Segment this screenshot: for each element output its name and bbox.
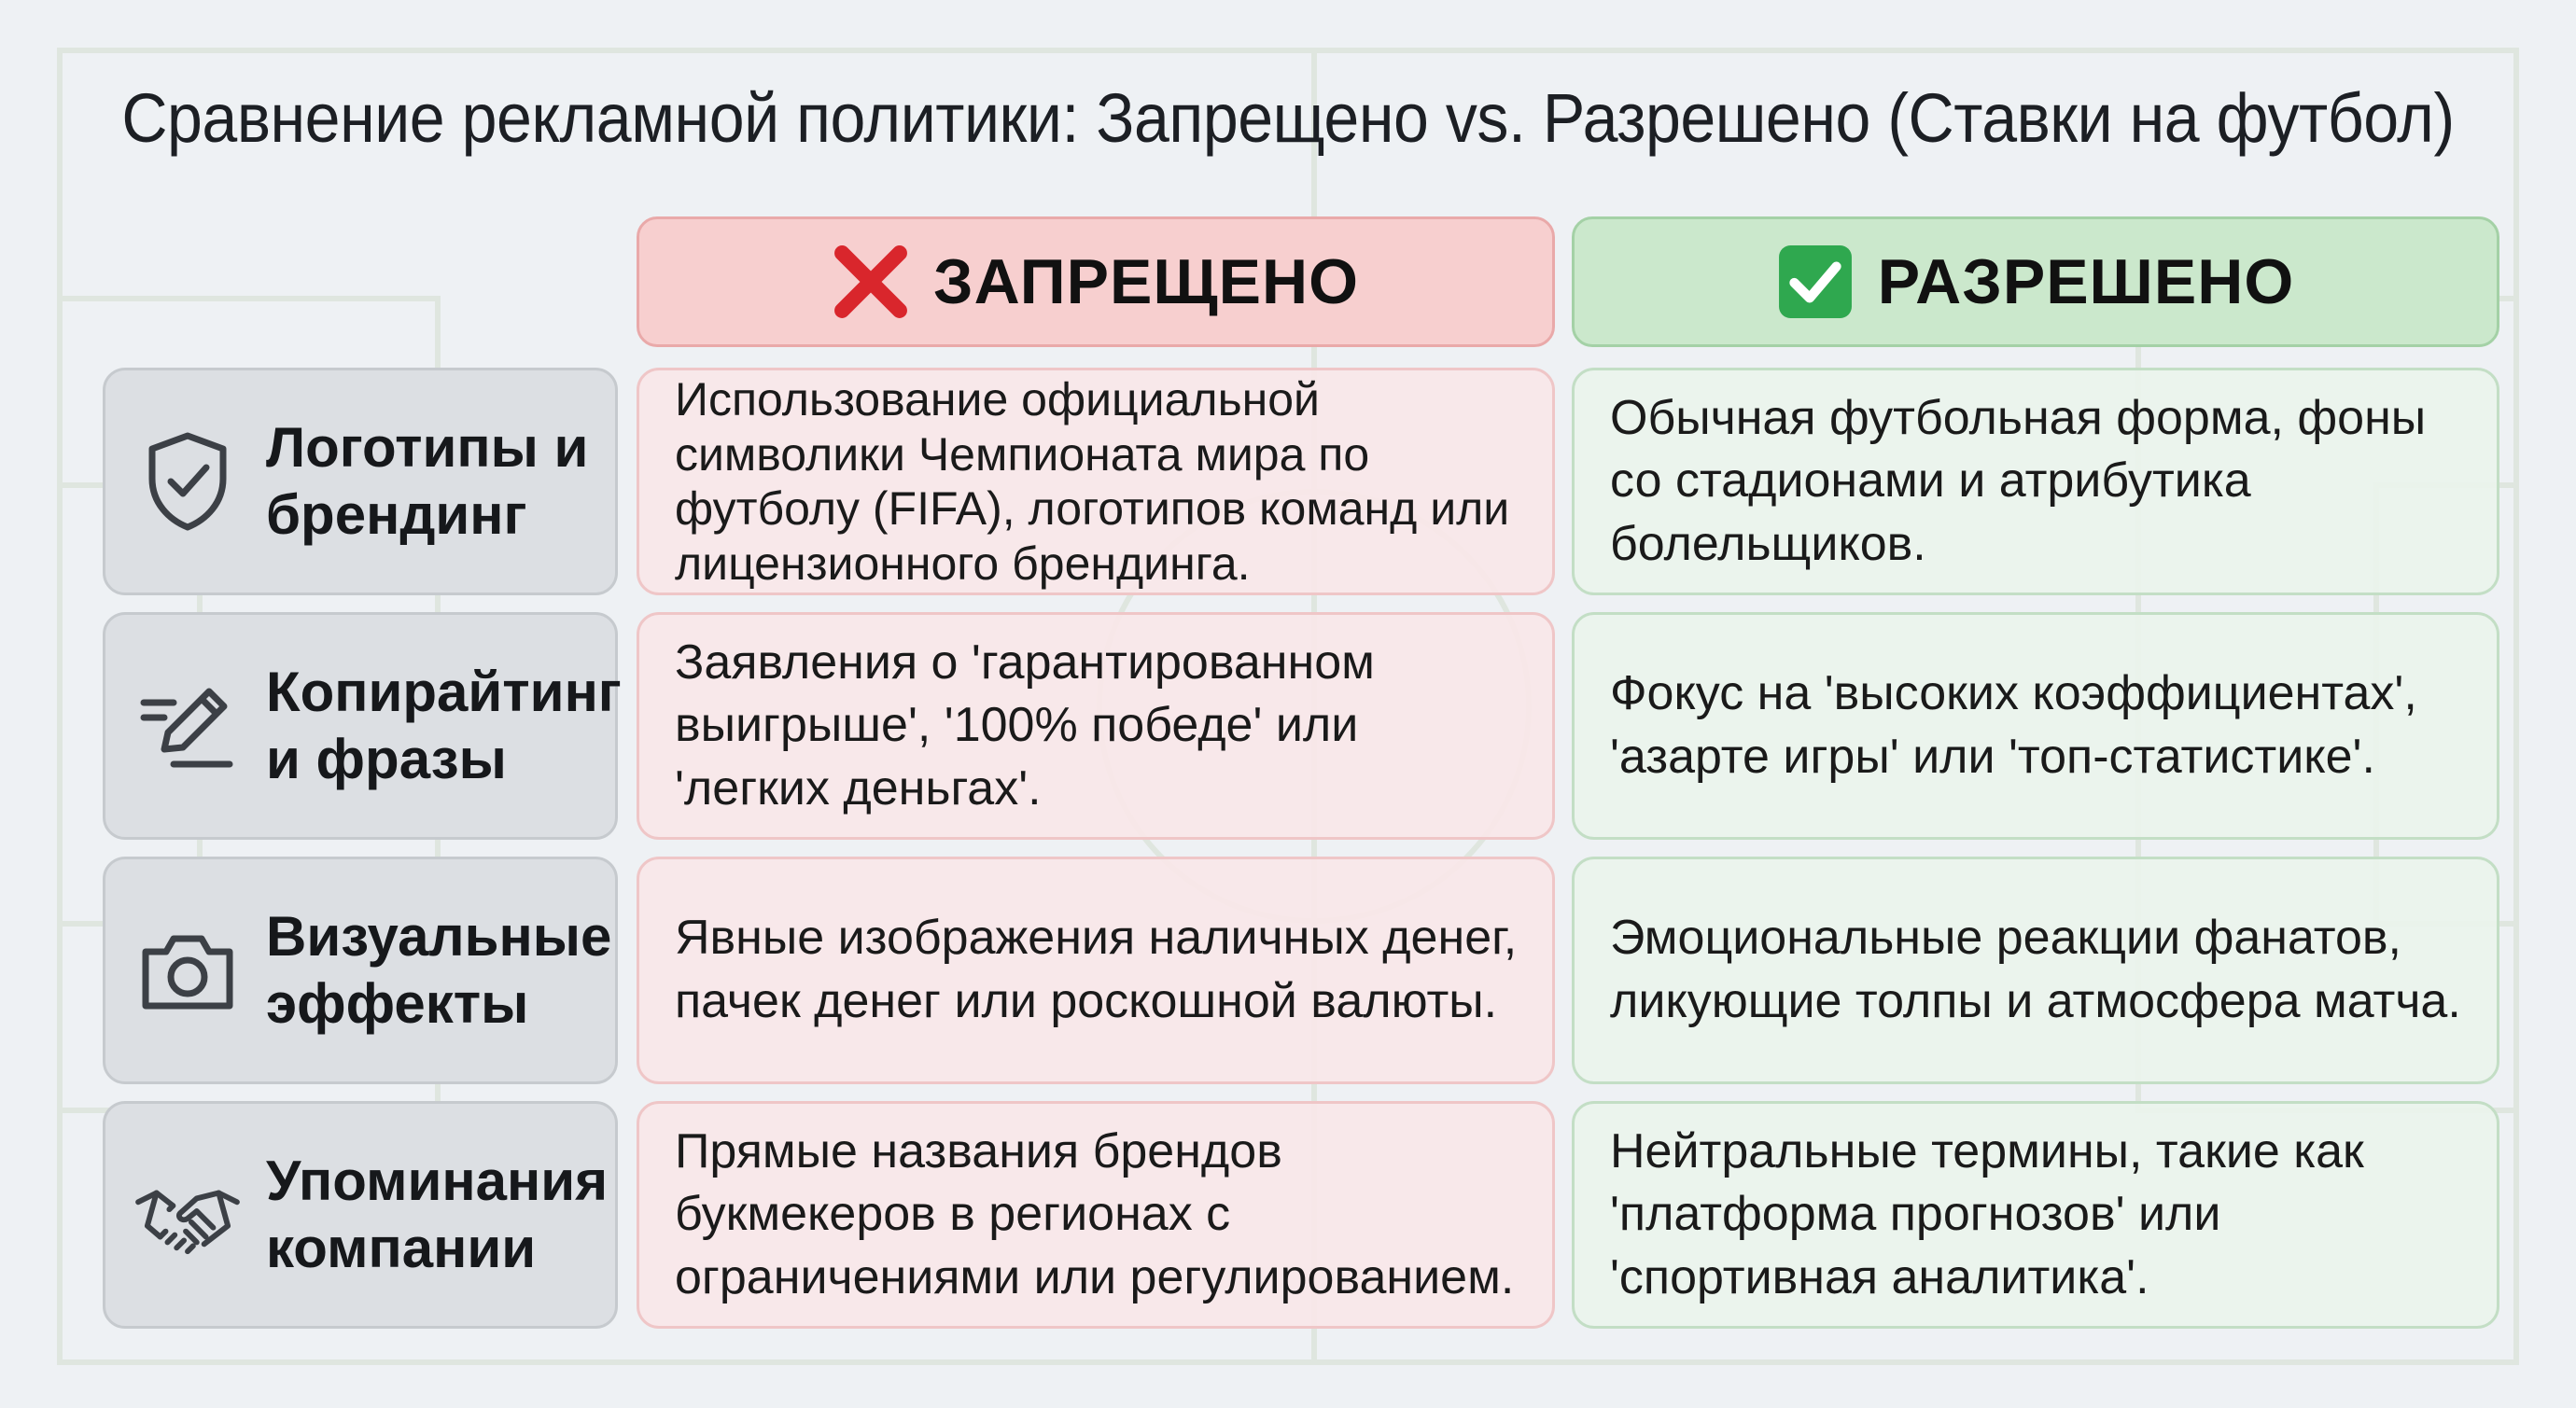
row-company-mentions xyxy=(0,1101,2576,1329)
category-copywriting xyxy=(103,612,622,840)
allowed-cell xyxy=(1572,1101,2499,1329)
forbidden-text: Прямые названия брендов букмекеров в регионах с ограничениями или регулированием. xyxy=(675,1123,1515,1304)
allowed-cell xyxy=(1572,368,2499,595)
category-label: Упоминания компании xyxy=(266,1150,609,1279)
green-check-icon xyxy=(1777,244,1854,320)
header-allowed-label: РАЗРЕШЕНО xyxy=(1877,246,2295,317)
category-visuals xyxy=(103,857,618,1084)
row-logos xyxy=(0,368,2576,595)
category-company-mentions xyxy=(103,1101,618,1329)
header-forbidden-label: ЗАПРЕЩЕНО xyxy=(932,246,1360,317)
allowed-cell xyxy=(1572,857,2499,1084)
forbidden-text: Явные изображения наличных денег, пачек денег или роскошной валюты. xyxy=(675,911,1518,1028)
page-title: Сравнение рекламной политики: Запрещено vs. Разрешено (Ставки на футбол) xyxy=(121,79,2455,157)
red-x-icon xyxy=(833,244,909,320)
row-visuals xyxy=(0,857,2576,1084)
allowed-text: Эмоциональные реакции фанатов, ликующие толпы и атмосфера матча. xyxy=(1610,911,2461,1028)
allowed-text: Обычная футбольная форма, фоны со стадионами и атрибутика болельщиков. xyxy=(1610,390,2427,571)
forbidden-cell xyxy=(637,857,1555,1084)
allowed-text: Нейтральные термины, такие как 'платформа прогнозов' или 'спортивная аналитика'. xyxy=(1610,1123,2364,1304)
shield-check-icon xyxy=(132,425,244,537)
forbidden-cell xyxy=(637,612,1555,840)
header-allowed xyxy=(1572,216,2499,347)
category-label: Логотипы и брендинг xyxy=(266,416,589,546)
row-copywriting xyxy=(0,612,2576,840)
camera-icon xyxy=(132,914,244,1026)
pencil-icon xyxy=(132,670,244,782)
handshake-icon xyxy=(132,1159,244,1271)
category-label: Визуальные эффекты xyxy=(266,905,612,1035)
forbidden-text: Заявления о 'гарантированном выигрыше', '100% победе' или 'легких деньгах'. xyxy=(675,634,1375,816)
allowed-cell xyxy=(1572,612,2499,840)
allowed-text: Фокус на 'высоких коэффициентах', 'азарте игры' или 'топ-статистике'. xyxy=(1610,666,2417,784)
forbidden-text: Использование официальной символики Чемпионата мира по футболу (FIFA), логотипов команд или лицензионного брендинга. xyxy=(675,373,1510,590)
header-forbidden xyxy=(637,216,1555,347)
forbidden-cell xyxy=(637,368,1555,595)
forbidden-cell xyxy=(637,1101,1555,1329)
category-label: Копирайтинг и фразы xyxy=(266,661,622,790)
category-logos xyxy=(103,368,618,595)
